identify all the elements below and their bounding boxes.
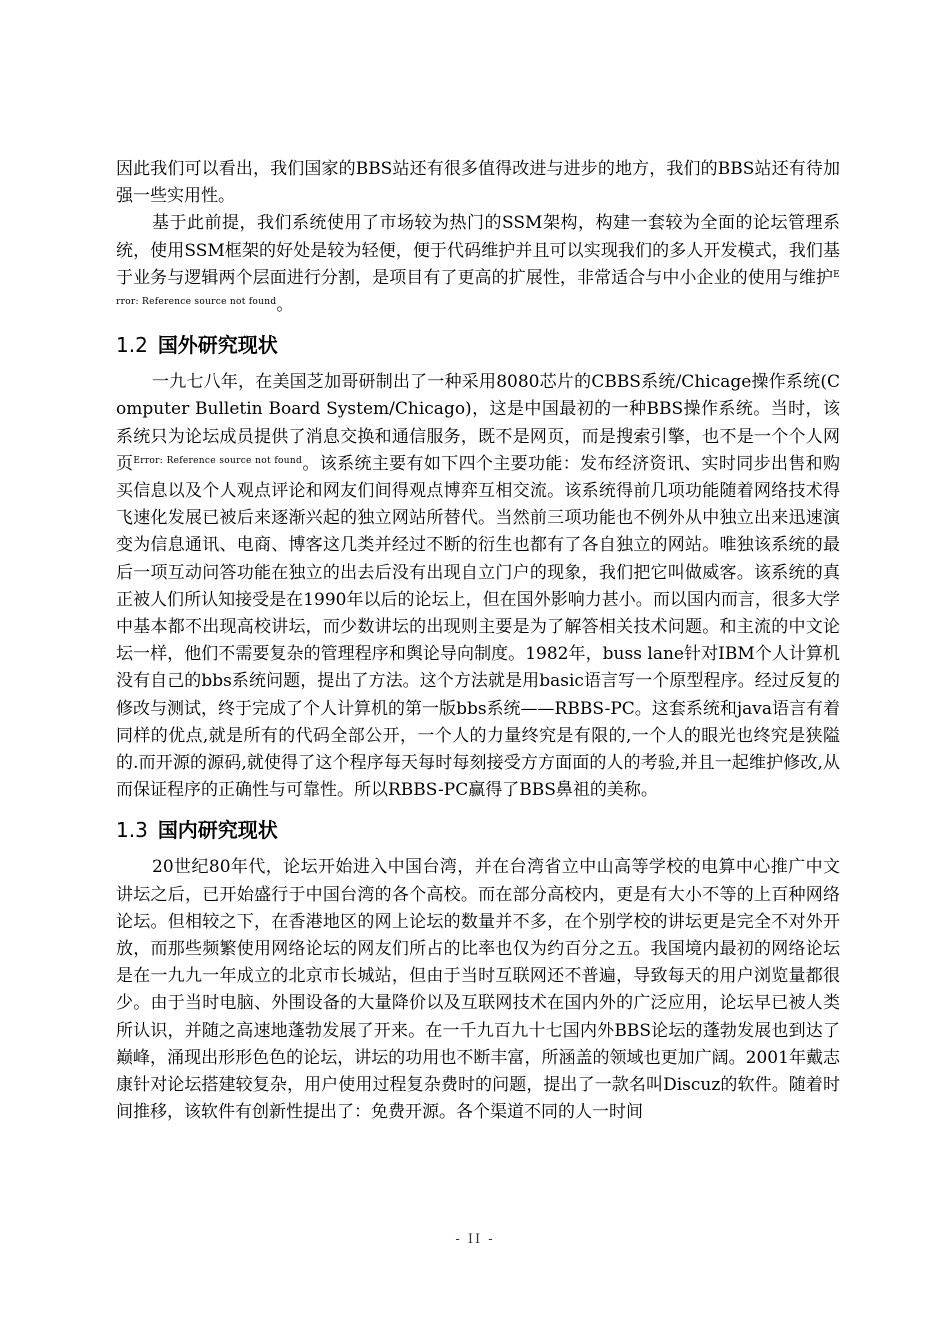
paragraph-text-continued: 。该系统主要有如下四个主要功能：发布经济资讯、实时同步出售和购买信息以及个人观点评论和网友们间得观点博弈互相交流。该系统得前几项功能随着网络技术得飞速化发展已被后来逐渐兴起的独立网站所替代。当然前三项功能也不例外从中独立出来迅速演变为信息通讯、电商、博客这几类并经过不断的衍生也都有了各自独立的网站。唯独该系统的最后一项互动问答功能在独立的出去后没有出现自立门户的现象，我们把它叫做威客。该系统的真正被人们所认知接受是在1990年以后的论坛上，但在国外影响力甚小。而以国内而言，很多大学中基本都不出现高校讲坛，而少数讲坛的出现则主要是为了解答相关技术问题。和主流的中文论坛一样，他们不需要复杂的管理程序和舆论导向制度。1982年，buss lane针对IBM个人计算机没有自己的bbs系统问题，提出了方法。这个方法就是用basic语言写一个原型程序。经过反复的修改与测试，终于完成了个人计算机的第一版bbs系统——RBBS-PC。这套系统和java语言有着同样的优点,就是所有的代码全部公开，一个人的力量终究是有限的,一个人的眼光也终究是狭隘的.而开源的源码,就使得了这个程序每天每时每刻接受方方面面的人的考验,并且一起维护修改,从而保证程序的正确性与可靠性。所以RBBS-PC赢得了BBS鼻祖的美称。 — [116, 453, 841, 801]
paragraph-text: 基于此前提，我们系统使用了市场较为热门的SSM架构，构建一套较为全面的论坛管理系统，使用SSM框架的好处是较为轻便，便于代码维护并且可以实现我们的多人开发模式，我们基于业务与逻辑两个层面进行分割，是项目有了更高的扩展性，非常适合与中小企业的使用与维护 — [116, 213, 840, 288]
section-heading-domestic-research — [116, 816, 840, 844]
document-body — [116, 156, 840, 1127]
section-number: 1.3 — [116, 818, 148, 843]
section-number: 1.2 — [116, 333, 148, 358]
paragraph-text: 一九七八年，在美国芝加哥研制出了一种采用8080芯片的CBBS系统/Chicage操作系统(Computer Bulletin Board System/Chicago)，这是中国最初的一种BBS操作系统。当时，该系统只为论坛成员提供了消息交换和通信服务，既不是网页，而是搜索引擎，也不是一个个人网页 — [116, 372, 840, 474]
section-title: 国内研究现状 — [157, 818, 278, 843]
paragraph-intro-conclusion: 因此我们可以看出，我们国家的BBS站还有很多值得改进与进步的地方，我们的BBS站还有待加强一些实用性。 — [116, 159, 840, 207]
paragraph-domestic-research: 20世纪80年代，论坛开始进入中国台湾，并在台湾省立中山高等学校的电算中心推广中文讲坛之后，已开始盛行于中国台湾的各个高校。而在部分高校内，更是有大小不等的上百种网络论坛。但相较之下，在香港地区的网上论坛的数量并不多，在个别学校的讲坛更是完全不对外开放，而那些频繁使用网络论坛的网友们所占的比率也仅为约百分之五。我国境内最初的网络论坛是在一九九一年成立的北京市长城站，但由于当时互联网还不普遍，导致每天的用户浏览量都很少。由于当时电脑、外围设备的大量降价以及互联网技术在国内外的广泛应用，论坛早已被人类所认识，并随之高速地蓬勃发展了开来。在一千九百九十七国内外BBS论坛的蓬勃发展也到达了巅峰，涌现出形形色色的论坛，讲坛的功用也不断丰富，所涵盖的领域也更加广阔。2001年戴志康针对论坛搭建较复杂，用户使用过程复杂费时的问题，提出了一款名叫Discuz的软件。随着时间推移，该软件有创新性提出了：免费开源。各个渠道不同的人一时间 — [116, 857, 840, 1123]
section-heading-foreign-research — [116, 331, 840, 359]
page-number-footer: - II - — [455, 1232, 495, 1247]
section-title: 国外研究现状 — [157, 333, 278, 358]
paragraph-ssm-architecture — [116, 210, 840, 319]
reference-error-note: Error: Reference source not found — [133, 455, 303, 466]
paragraph-foreign-research — [116, 369, 840, 804]
paragraph-end: 。 — [276, 295, 294, 316]
reference-error-note: Error: Reference source not found — [116, 269, 840, 308]
